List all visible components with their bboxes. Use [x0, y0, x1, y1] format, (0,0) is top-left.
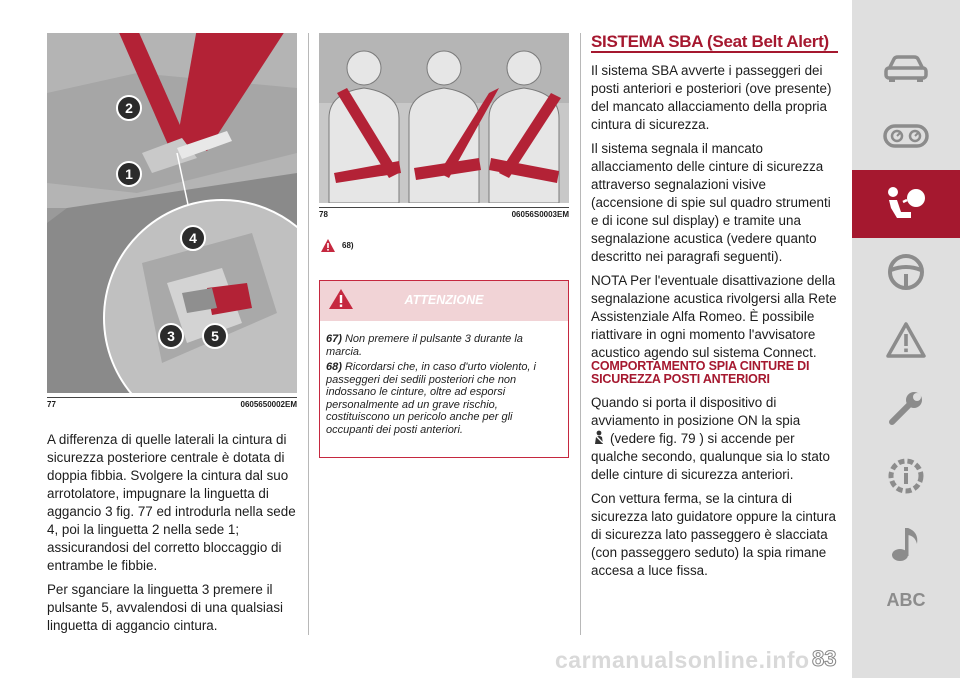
callout-2: 2 — [116, 95, 142, 121]
music-note-icon — [889, 524, 923, 564]
sidebar-item-safety[interactable] — [852, 170, 960, 238]
watermark: carmanualsonline.info — [555, 647, 810, 673]
warning-reference — [320, 238, 354, 253]
paragraph: Il sistema SBA avverte i passeggeri dei posti anteriori e posteriori (ove presente) del mancato allacciamento della propria cintura di sicurezza. — [591, 63, 832, 132]
car-icon — [883, 53, 929, 83]
page-number: 83 — [812, 646, 837, 671]
figure-77-code: 0605650002EM — [240, 400, 297, 409]
figure-78-caption — [319, 210, 569, 219]
paragraph — [591, 394, 841, 484]
callout-3: 3 — [158, 323, 184, 349]
figure-78-image — [319, 33, 569, 203]
seatbelt-warning-icon — [592, 430, 606, 445]
sidebar-item-car[interactable] — [852, 34, 960, 102]
paragraph-end: (vedere fig. 79 ) si accende per qualche secondo, qualunque sia lo stato delle cinture di sicurezza anteriori. — [591, 431, 830, 482]
three-passengers-belts-illustration — [319, 33, 569, 203]
wrench-icon — [886, 388, 926, 428]
figure-78-code: 06056S0003EM — [511, 210, 569, 219]
sidebar-item-technical-data[interactable] — [852, 442, 960, 510]
column-divider — [308, 33, 309, 635]
chapter-sidebar — [852, 0, 960, 678]
warning-item-67 — [326, 333, 562, 358]
sidebar-item-maintenance[interactable] — [852, 374, 960, 442]
sidebar-item-driving[interactable] — [852, 238, 960, 306]
airbag-passenger-icon — [883, 184, 929, 224]
steering-wheel-icon — [886, 252, 926, 292]
figure-77-caption — [47, 400, 297, 409]
figure-77-image — [47, 33, 297, 393]
subheading: COMPORTAMENTO SPIA CINTURE DI SICUREZZA POSTI ANTERIORI — [591, 359, 810, 386]
paragraph: A differenza di quelle laterali la cintura di sicurezza posteriore centrale è dotata di doppia fibbia. Svolgere la cintura dal suo arrotolatore, impugnare la linguetta di aggancio 3 fig. 77 ed introdurla nella sede 4, poi la linguetta 2 nella sede 1; assicurandosi del corretto bloccaggio di entrambe le fibbie. — [47, 432, 296, 573]
sidebar-item-warnings[interactable] — [852, 306, 960, 374]
warning-box-title: ATTENZIONE — [404, 293, 484, 307]
warning-triangle-icon — [320, 238, 336, 253]
sidebar-item-dashboard[interactable] — [852, 102, 960, 170]
column-divider — [580, 33, 581, 635]
warning-item-68 — [326, 361, 562, 436]
warning-reference-label: 68) — [342, 241, 354, 250]
warning-item-number: 68) — [326, 361, 342, 373]
right-body-text-2 — [591, 394, 841, 586]
figure-78-number: 78 — [319, 210, 328, 219]
info-gear-icon — [885, 455, 927, 497]
title-underline — [591, 51, 838, 53]
callout-5: 5 — [202, 323, 228, 349]
warning-item-text: Ricordarsi che, in caso d'urto violento, i passeggeri dei sedili posteriori che non indossano le cinture, oltre ad esporsi personalmente ad un grave rischio, costituiscono un pericolo anche per gli occupanti dei posti anteriori. — [326, 361, 536, 436]
paragraph-start: Quando si porta il dispositivo di avviamento in posizione ON la spia — [591, 395, 801, 428]
figure-77-number: 77 — [47, 400, 56, 409]
abc-index-label: ABC — [886, 589, 926, 610]
section-title: SISTEMA SBA (Seat Belt Alert) — [591, 32, 829, 51]
paragraph: Con vettura ferma, se la cintura di sicurezza lato guidatore oppure la cintura di sicurezza lato passeggero è slacciata (con passeggero seduto) la spia rimane accesa a luce fissa. — [591, 491, 836, 578]
paragraph: Il sistema segnala il mancato allacciamento delle cinture di sicurezza attraverso segnalazioni visive (accensione di spie sul quadro strumenti e di icone sul display) e tramite una segnalazione acustica (vedere quanto descritto nei paragrafi seguenti). — [591, 141, 831, 264]
warning-triangle-icon — [885, 321, 927, 359]
warning-item-number: 67) — [326, 333, 342, 345]
left-body-text — [47, 431, 297, 641]
paragraph: NOTA Per l'eventuale disattivazione della segnalazione acustica rivolgersi alla Rete Assistenziale Alfa Romeo. È possibile riattivare in ogni momento l'avvisatore acustico agendo sul sistema Connect. — [591, 273, 837, 360]
instrument-cluster-icon — [883, 121, 929, 151]
paragraph: Per sganciare la linguetta 3 premere il pulsante 5, avvalendosi di una qualsiasi linguetta di aggancio cintura. — [47, 582, 283, 633]
callout-1: 1 — [116, 161, 142, 187]
right-body-text — [591, 62, 841, 368]
callout-4: 4 — [180, 225, 206, 251]
warning-box — [319, 280, 569, 458]
sidebar-item-index[interactable] — [852, 566, 960, 634]
warning-item-text: Non premere il pulsante 3 durante la marcia. — [326, 333, 523, 358]
